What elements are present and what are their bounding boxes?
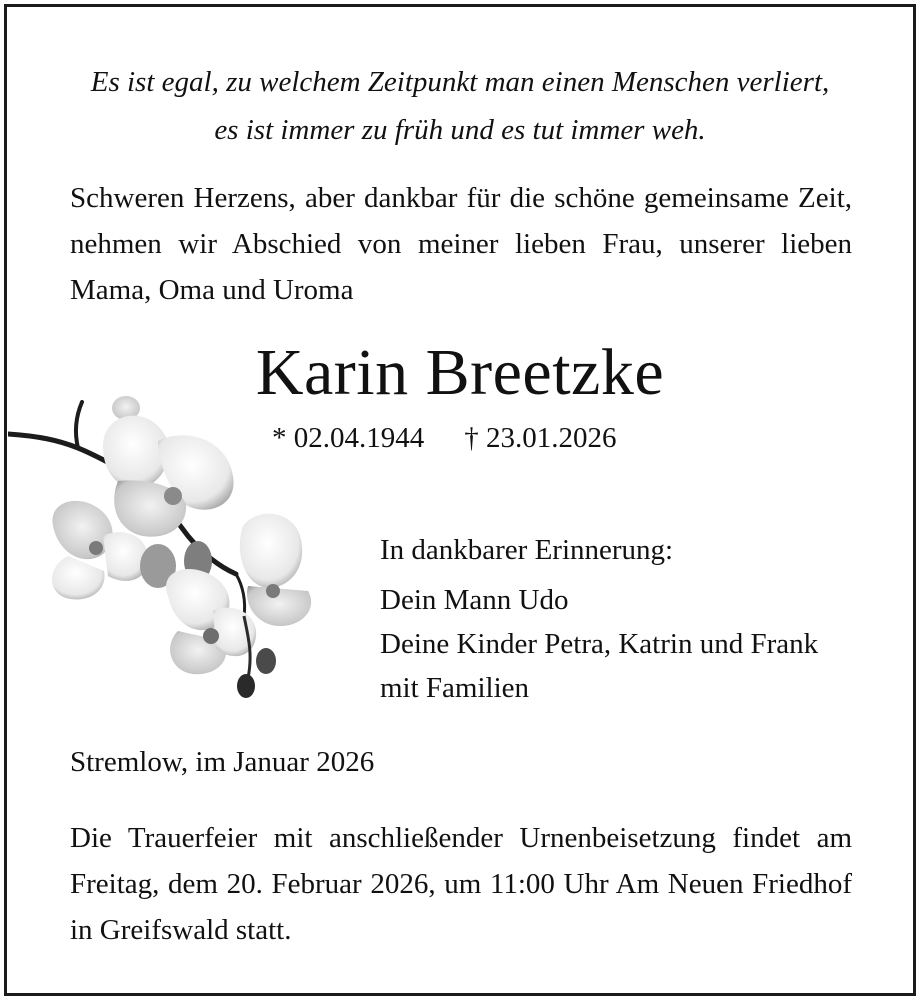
birth-date: * 02.04.1944 [272, 422, 425, 454]
mourner-line: mit Familien [380, 672, 530, 704]
life-dates [272, 418, 617, 458]
place-date: Stremlow, im Januar 2026 [70, 746, 375, 778]
motto-quote [40, 58, 880, 154]
funeral-info: Die Trauerfeier mit anschließender Urnenbeisetzung findet am Freitag, dem 20. Februar 2026, um 11:00 Uhr Am Neuen Friedhof in Greifswald statt. [70, 822, 852, 946]
mourners-heading: In dankbarer Erinnerung: [380, 534, 674, 566]
motto-line-2: es ist immer zu früh und es tut immer weh. [214, 114, 706, 146]
death-date: † 23.01.2026 [464, 422, 617, 454]
intro-text: Schweren Herzens, aber dankbar für die schöne gemeinsame Zeit, nehmen wir Abschied von meiner lieben Frau, unserer lieben Mama, Oma und Uroma [70, 182, 852, 306]
deceased-name: Karin Breetzke [255, 336, 665, 409]
mourner-line: Deine Kinder Petra, Katrin und Frank [380, 628, 819, 660]
mourner-line: Dein Mann Udo [380, 584, 569, 616]
motto-line-1: Es ist egal, zu welchem Zeitpunkt man einen Menschen verliert, [90, 66, 830, 98]
mourners-block [380, 528, 818, 710]
